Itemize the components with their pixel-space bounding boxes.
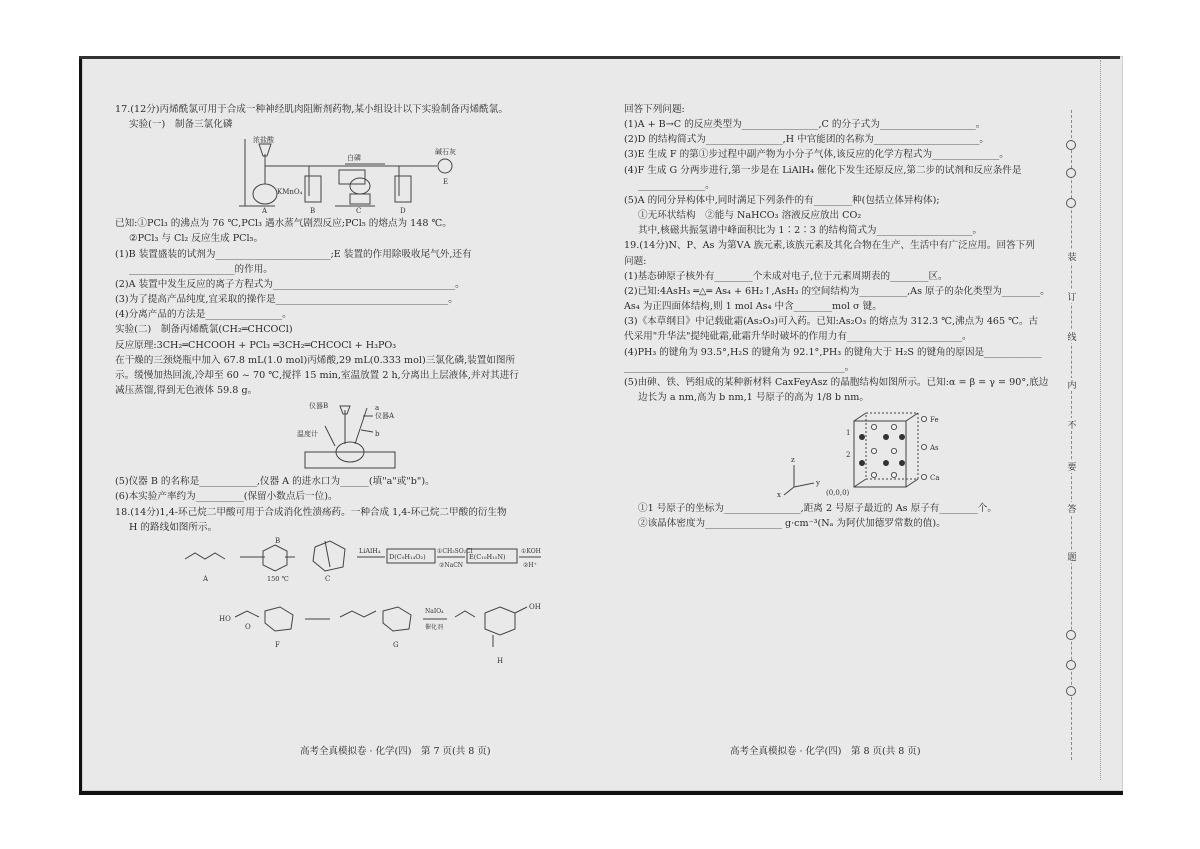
q17-part-4: (4)分离产品的方法是________________。: [115, 309, 292, 321]
apparatus-drawing-2: [295, 400, 415, 472]
binding-margin: [1063, 110, 1081, 760]
q18-part-1: (1)A + B→C 的反应类型为________________,C 的分子式为____________________。: [624, 119, 986, 131]
procedure-line-1: 在干燥的三颈烧瓶中加入 67.8 mL(1.0 mol)丙烯酸,29 mL(0.333 mol)三氯化磷,装置如图所: [115, 354, 516, 366]
label-naio4: NaIO₄: [425, 607, 444, 615]
left-page-column: [115, 102, 585, 671]
procedure-line-2: 示。缓慢加热回流,冷却至 60 ~ 70 ℃,搅拌 15 min,室温放置 2 h,分离出上层液体,并对其进行: [115, 369, 519, 381]
label-thermometer: 温度计: [297, 430, 318, 439]
binding-hole-3: [1066, 198, 1076, 208]
label-D: D: [400, 207, 406, 215]
label-instrument-b: 仪器B: [309, 402, 329, 411]
label-compound-d: D(C₉H₁₄O₂): [389, 552, 426, 561]
label-compound-a: A: [203, 574, 209, 583]
binding-char-5: 不: [1065, 418, 1079, 431]
answer-prompt: 回答下列问题:: [624, 104, 685, 115]
label-koh: ①KOH: [521, 547, 541, 555]
label-A: A: [262, 207, 268, 215]
label-compound-f: F: [275, 640, 280, 649]
reaction-principle: 反应原理:3CH₂═CHCOOH + PCl₃ ═3CH₂═CHCOCl + H₃PO₃: [115, 339, 397, 351]
binding-char-3: 线: [1065, 330, 1079, 343]
label-kmno4: KMnO₄: [277, 188, 303, 197]
binding-hole-2: [1066, 168, 1076, 178]
label-port-a: a: [375, 404, 380, 413]
q17-part-1: (1)B 装置盛装的试剂为________________________;E 装置的作用除吸收尾气外,还有: [115, 248, 472, 260]
q19-part-5-sub-2: ②该晶体密度为________________ g·cm⁻³(Nₐ 为阿伏加德罗常数的值)。: [638, 518, 946, 530]
q18-part-4: (4)F 生成 G 分两步进行,第一步是在 LiAlH₄ 催化下发生还原反应,第二步的试剂和反应条件是: [624, 164, 1022, 176]
synthesis-route-drawing: [125, 537, 565, 669]
q19-part-1: (1)基态砷原子核外有________个未成对电子,位于元素周期表的________区。: [624, 270, 948, 282]
page-edge-dotted-line: [1100, 60, 1101, 780]
q19-part-3: (3)《本草纲目》中记载砒霜(As₂O₃)可入药。已知:As₂O₃ 的熔点为 312.3 ℃,沸点为 465 ℃。古: [624, 316, 1039, 328]
binding-hole-5: [1066, 660, 1076, 670]
q18-part-3: (3)E 生成 F 的第①步过程中副产物为小分子气体,该反应的化学方程式为______________。: [624, 149, 1009, 161]
legend-as: As: [930, 444, 939, 453]
label-nacn: ②NaCN: [439, 561, 464, 569]
label-atom-2: 2: [846, 451, 851, 460]
question-17-stem: 17.(12分)丙烯酰氯可用于合成一种神经肌肉阻断剂药物,某小组设计以下实验制备丙烯酰氯。: [115, 104, 508, 115]
axis-z-label: z: [791, 456, 795, 465]
binding-char-4: 内: [1065, 378, 1079, 391]
synthesis-route-figure: [125, 537, 565, 669]
q19-part-5-cont: 边长为 a nm,高为 b nm,1 号原子的高为 1/8 b nm。: [638, 391, 869, 403]
question-18-stem: 18.(14分)1,4-环己烷二甲酸可用于合成消化性溃疡药。一种合成 1,4-环己烷二甲酸的衍生物: [115, 506, 507, 518]
label-compound-h: H: [497, 656, 504, 665]
crystal-cell-figure: [774, 407, 974, 499]
legend-fe: Fe: [930, 416, 939, 425]
label-C: C: [356, 207, 362, 215]
label-o-f: O: [245, 622, 251, 631]
legend-ca: Ca: [930, 474, 940, 483]
q19-part-4: (4)PH₃ 的键角为 93.5°,H₂S 的键角为 92.1°,PH₃ 的键角大于 H₂S 的键角的原因是____________: [624, 346, 1042, 358]
known-info-1: 已知:①PCl₃ 的沸点为 76 ℃,PCl₃ 遇水蒸气剧烈反应;PCl₅ 的熔点为 148 ℃。: [115, 218, 452, 230]
label-ch3so2cl: ①CH₃SO₂Cl: [437, 547, 473, 555]
q19-part-2-cont: As₄ 为正四面体结构,则 1 mol As₄ 中含________mol σ 键。: [624, 301, 882, 313]
axis-x-label: x: [777, 491, 781, 500]
label-oh-h: OH: [529, 602, 541, 611]
binding-char-8: 题: [1065, 550, 1079, 563]
binding-char-6: 要: [1065, 460, 1079, 473]
q18-part-5-nmr: 其中,核磁共振氢谱中峰面积比为 1∶2∶3 的结构简式为____________________。: [638, 225, 983, 237]
label-compound-e: E(C₁₀H₁₅N): [469, 552, 506, 561]
label-compound-g: G: [393, 640, 399, 649]
q19-part-2: (2)已知:4AsH₃ ═△═ As₄ + 6H₂↑,AsH₃ 的空间结构为__________,As 原子的杂化类型为________。: [624, 285, 1050, 297]
apparatus-drawing-1: [235, 134, 475, 214]
label-atom-1: 1: [846, 429, 851, 438]
label-catalyst: 催化剂: [425, 623, 444, 631]
q19-part-5: (5)由砷、铁、钙组成的某种新材料 CaxFeyAsz 的晶胞结构如图所示。已知:α = β = γ = 90°,底边: [624, 376, 1049, 388]
binding-hole-6: [1066, 686, 1076, 696]
label-temp-150: 150 ℃: [267, 574, 289, 583]
q17-part-3: (3)为了提高产品纯度,宜采取的操作是____________________________________。: [115, 294, 458, 306]
label-ho-f: HO: [219, 614, 231, 623]
label-instrument-a: 仪器A: [375, 412, 395, 421]
binding-char-2: 订: [1065, 290, 1079, 303]
label-white-phosphorus: 白磷: [347, 154, 361, 163]
q19-part-3-cont: 代采用"升华法"提纯砒霜,砒霜升华时破坏的作用力有________________________。: [624, 331, 972, 343]
question-18-stem-cont: H 的路线如图所示。: [129, 521, 218, 533]
binding-char-1: 装: [1065, 250, 1079, 263]
q17-part-1-cont: ______________________的作用。: [129, 263, 273, 275]
apparatus-figure-2: [295, 400, 415, 472]
footer-page-8: 高考全真模拟卷 · 化学(四) 第 8 页(共 8 页): [730, 746, 921, 757]
apparatus-figure-1: [235, 134, 475, 214]
binding-char-7: 答: [1065, 502, 1079, 515]
q19-part-4-cont: ______________________________________________。: [624, 361, 855, 373]
binding-hole-4: [1066, 630, 1076, 640]
q17-part-5: (5)仪器 B 的名称是____________,仪器 A 的进水口为______(填"a"或"b")。: [115, 476, 435, 488]
label-soda-lime: 碱石灰: [435, 148, 456, 157]
question-19-stem: 19.(14分)N、P、As 为第ⅤA 族元素,该族元素及其化合物在生产、生活中有广泛应用。回答下列: [624, 240, 1035, 252]
binding-hole-1: [1066, 140, 1076, 150]
experiment-1-heading: 实验(一) 制备三氯化磷: [129, 119, 233, 131]
scan-top-edge: [79, 56, 1120, 59]
right-page-column: [624, 102, 1064, 531]
experiment-2-heading: 实验(二) 制备丙烯酰氯(CH₂═CHCOCl): [115, 324, 293, 336]
label-B: B: [310, 207, 316, 215]
label-E: E: [443, 178, 449, 187]
procedure-line-3: 减压蒸馏,得到无色液体 59.8 g。: [115, 385, 258, 397]
question-19-stem-cont: 问题:: [624, 255, 647, 267]
label-origin: (0,0,0): [826, 489, 850, 498]
q19-part-5-sub-1: ①1 号原子的坐标为________________,距离 2 号原子最近的 As 原子有________个。: [638, 503, 997, 515]
label-compound-c: C: [325, 574, 331, 583]
footer-page-7: 高考全真模拟卷 · 化学(四) 第 7 页(共 8 页): [300, 746, 491, 757]
crystal-cell-drawing: [774, 407, 974, 499]
q17-part-2: (2)A 装置中发生反应的离子方程式为______________________________________。: [115, 278, 465, 290]
label-compound-b: B: [275, 536, 281, 545]
label-port-b: b: [375, 430, 380, 439]
q18-part-5: (5)A 的同分异构体中,同时满足下列条件的有________种(包括立体异构体);: [624, 194, 940, 206]
label-conc-hcl: 浓盐酸: [253, 136, 274, 145]
q18-part-4-cont: ______________。: [638, 179, 715, 191]
axis-y-label: y: [816, 479, 820, 488]
label-lialh4: LiAlH₄: [359, 546, 381, 555]
q18-part-5-conditions: ①无环状结构 ②能与 NaHCO₃ 溶液反应放出 CO₂: [638, 210, 862, 222]
label-h-plus: ②H⁺: [523, 561, 537, 569]
known-info-2: ②PCl₃ 与 Cl₂ 反应生成 PCl₅。: [129, 233, 264, 245]
q18-part-2: (2)D 的结构简式为________________,H 中官能团的名称为______________________。: [624, 134, 989, 146]
q17-part-6: (6)本实验产率约为__________(保留小数点后一位)。: [115, 491, 338, 503]
